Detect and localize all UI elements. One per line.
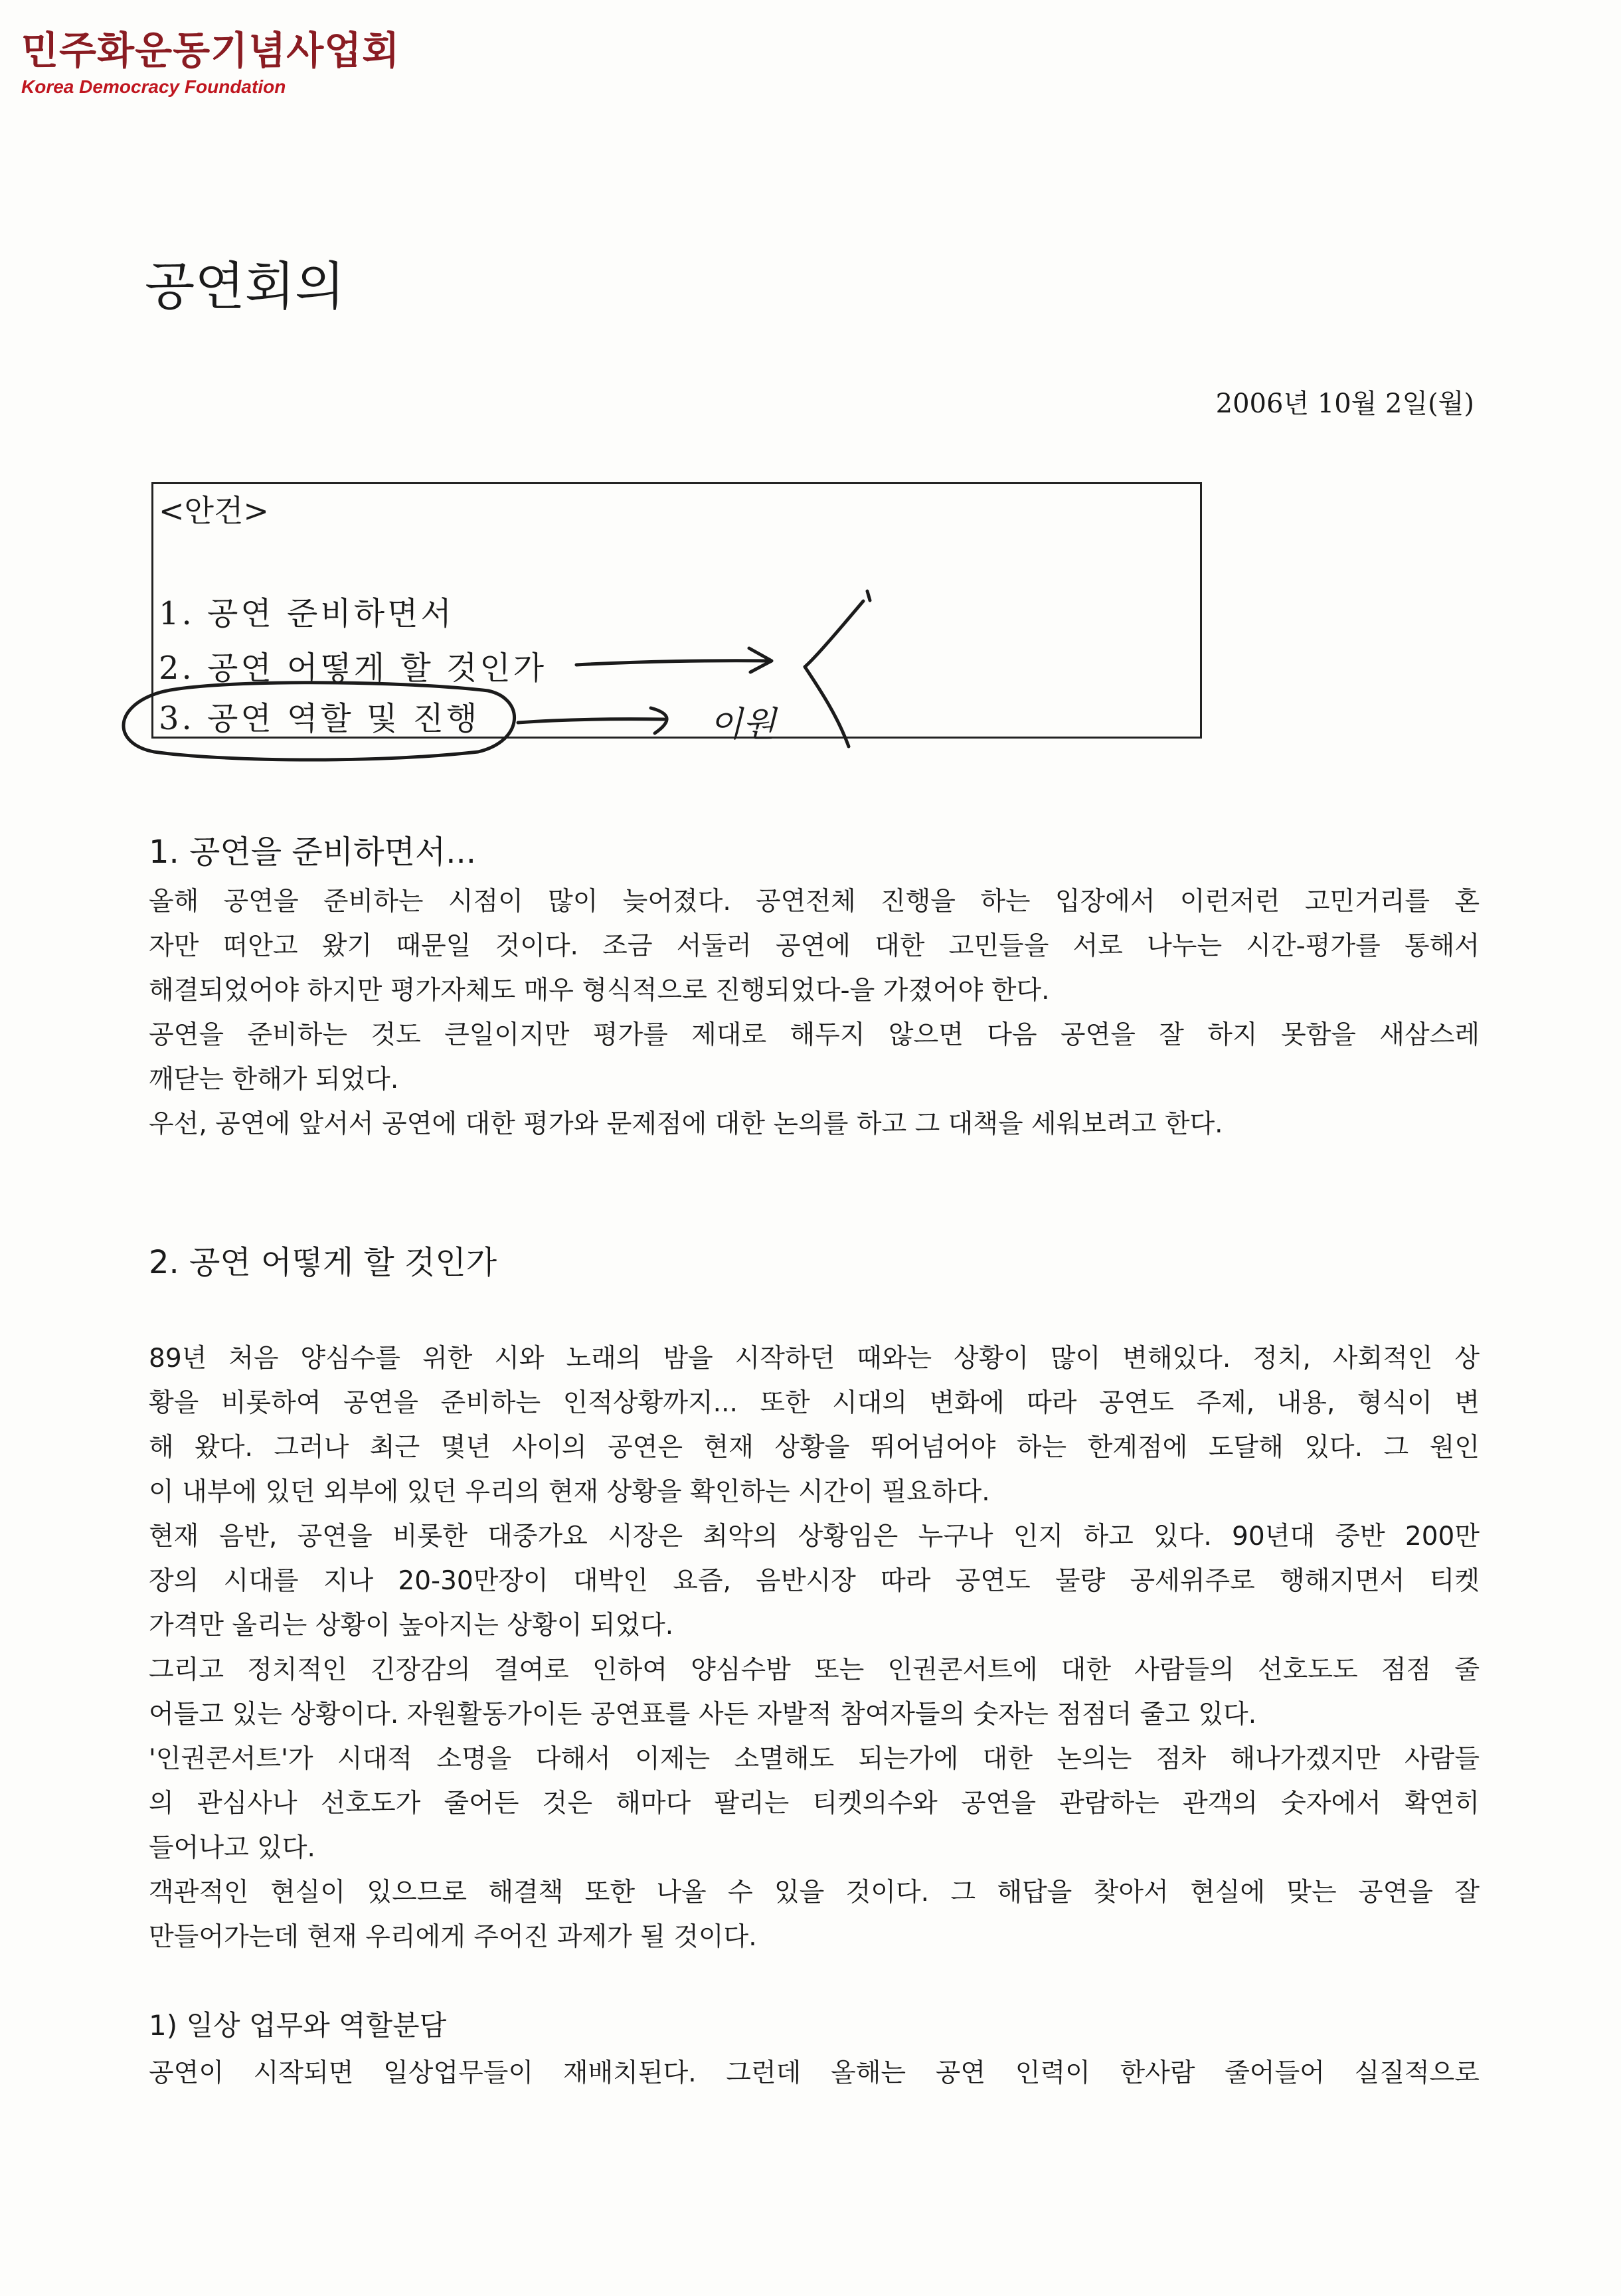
section-2-line: 현재 음반, 공연을 비롯한 대중가요 시장은 최악의 상황임은 누구나 인지 하고 있다. 90년대 중반 200만 xyxy=(149,1522,1480,1551)
section-2-line: 이 내부에 있던 외부에 있던 우리의 현재 상황을 확인하는 시간이 필요하다. xyxy=(149,1477,990,1507)
handwritten-note: 이원 xyxy=(709,705,776,745)
section-1-line: 공연을 준비하는 것도 큰일이지만 평가를 제대로 해두지 않으면 다음 공연을 잘 하지 못함을 새삼스레 xyxy=(149,1020,1480,1050)
agenda-item-3: 3. 공연 역할 및 진행 xyxy=(159,700,480,737)
section-2-line: 의 관심사나 선호도가 줄어든 것은 해마다 팔리는 티켓의수와 공연을 관람하는 관객의 숫자에서 확연히 xyxy=(149,1789,1480,1818)
agenda-item-2: 2. 공연 어떻게 할 것인가 xyxy=(159,650,547,687)
section-2-line: 만들어가는데 현재 우리에게 주어진 과제가 될 것이다. xyxy=(149,1922,757,1952)
agenda-box xyxy=(151,482,1202,739)
subsection-1-title: 1) 일상 업무와 역할분담 xyxy=(149,2009,447,2042)
org-name-korean: 민주화운동기념사업회 xyxy=(21,28,400,73)
agenda-heading: <안건> xyxy=(159,493,269,529)
section-2-line: 장의 시대를 지나 20-30만장이 대박인 요즘, 음반시장 따라 공연도 물량 공세위주로 행해지면서 티켓 xyxy=(149,1566,1480,1596)
section-1-line: 해결되었어야 하지만 평가자체도 매우 형식적으로 진행되었다-을 가졌어야 한다. xyxy=(149,976,1050,1006)
agenda-item-1: 1. 공연 준비하면서 xyxy=(159,595,454,632)
section-2-line: 가격만 올리는 상황이 높아지는 상황이 되었다. xyxy=(149,1611,674,1640)
org-name-english: Korea Democracy Foundation xyxy=(21,76,286,97)
section-1-body xyxy=(149,879,1480,1146)
subsection-1-line: 공연이 시작되면 일상업무들이 재배치된다. 그런데 올해는 공연 인력이 한사람 줄어들어 실질적으로 xyxy=(149,2058,1480,2088)
section-2-line: 황을 비롯하여 공연을 준비하는 인적상황까지... 또한 시대의 변화에 따라 공연도 주제, 내용, 형식이 변 xyxy=(149,1388,1480,1418)
org-logo xyxy=(21,27,400,98)
section-2-line: 해 왔다. 그러나 최근 몇년 사이의 공연은 현재 상황을 뛰어넘어야 하는 한계점에 도달해 있다. 그 원인 xyxy=(149,1433,1480,1462)
section-1-line: 깨닫는 한해가 되었다. xyxy=(149,1065,399,1095)
section-1-title: 1. 공연을 준비하면서... xyxy=(149,834,477,871)
section-1-line: 우선, 공연에 앞서서 공연에 대한 평가와 문제점에 대한 논의를 하고 그 대책을 세워보려고 한다. xyxy=(149,1109,1223,1139)
section-2-line: 객관적인 현실이 있으므로 해결책 또한 나올 수 있을 것이다. 그 해답을 찾아서 현실에 맞는 공연을 잘 xyxy=(149,1878,1480,1907)
document-title: 공연회의 xyxy=(145,257,345,317)
section-2-line: 그리고 정치적인 긴장감의 결여로 인하여 양심수밤 또는 인권콘서트에 대한 사람들의 선호도도 점점 줄 xyxy=(149,1655,1480,1685)
section-2-title: 2. 공연 어떻게 할 것인가 xyxy=(149,1244,497,1281)
section-2-line: '인권콘서트'가 시대적 소명을 다해서 이제는 소멸해도 되는가에 대한 논의는 점차 해나가겠지만 사람들 xyxy=(149,1744,1480,1774)
section-2-line: 들어나고 있다. xyxy=(149,1833,315,1863)
section-2-line: 89년 처음 양심수를 위한 시와 노래의 밤을 시작하던 때와는 상황이 많이 변해있다. 정치, 사회적인 상 xyxy=(149,1344,1480,1373)
section-1-line: 올해 공연을 준비하는 시점이 많이 늦어졌다. 공연전체 진행을 하는 입장에서 이런저런 고민거리를 혼 xyxy=(149,887,1480,917)
section-2-line: 어들고 있는 상황이다. 자원활동가이든 공연표를 사든 자발적 참여자들의 숫자는 점점더 줄고 있다. xyxy=(149,1700,1257,1729)
section-1-line: 자만 떠안고 왔기 때문일 것이다. 조금 서둘러 공연에 대한 고민들을 서로 나누는 시간-평가를 통해서 xyxy=(149,931,1480,961)
meeting-date: 2006년 10월 2일(월) xyxy=(1215,389,1474,419)
section-2-body xyxy=(149,1336,1480,1959)
subsection-1-body xyxy=(149,2051,1480,2095)
